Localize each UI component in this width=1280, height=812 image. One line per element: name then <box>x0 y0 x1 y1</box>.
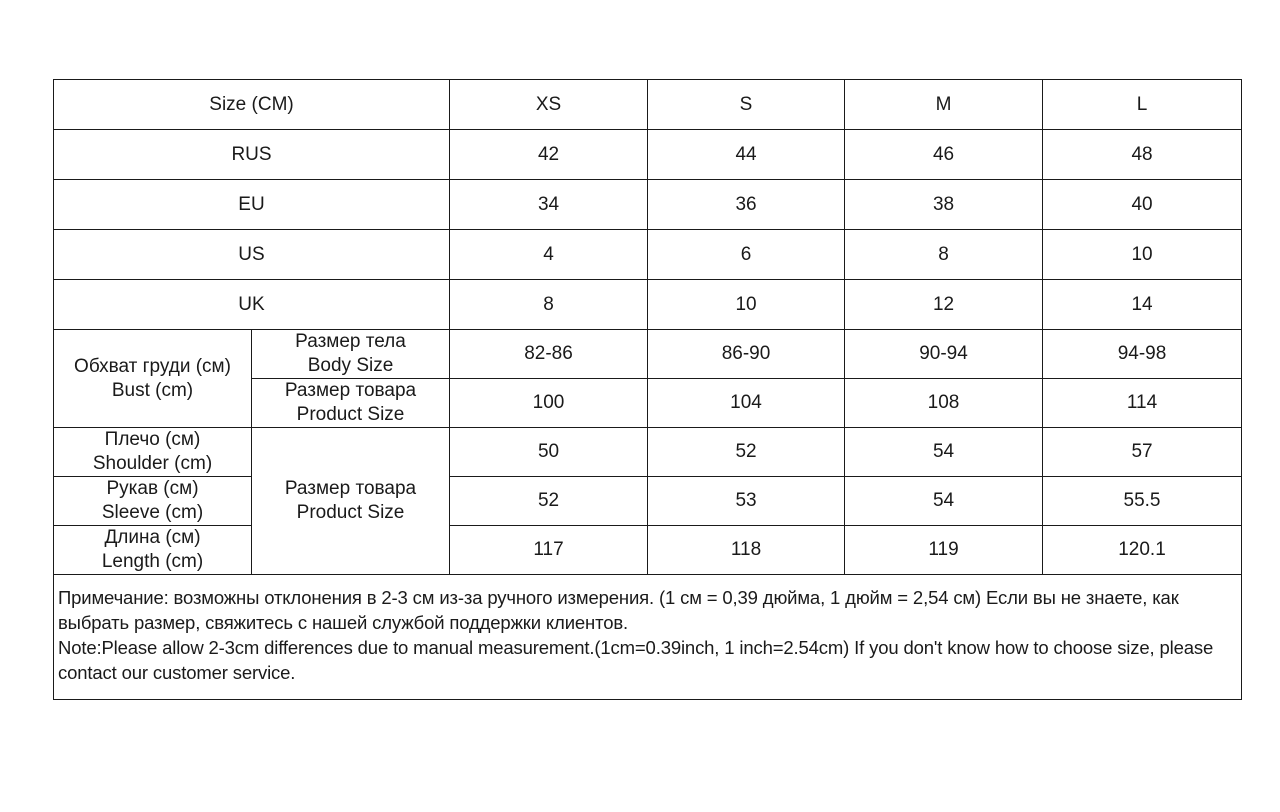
table-cell: 57 <box>1043 428 1242 477</box>
table-cell: 120.1 <box>1043 526 1242 575</box>
table-cell: 55.5 <box>1043 477 1242 526</box>
table-cell: 53 <box>648 477 845 526</box>
table-row-sleeve <box>54 477 1242 526</box>
table-cell: 42 <box>450 130 648 180</box>
garment-product-size-label <box>252 428 450 575</box>
product-size-label <box>252 379 450 428</box>
region-label: US <box>54 230 450 280</box>
length-label-ru: Длина (см) <box>104 527 201 548</box>
length-label-en: Length (cm) <box>101 551 204 572</box>
table-cell: 94-98 <box>1043 330 1242 379</box>
table-row-eu <box>54 180 1242 230</box>
measurement-note <box>54 575 1242 700</box>
table-cell: 8 <box>450 280 648 330</box>
length-label <box>54 526 252 575</box>
size-header-xs: XS <box>450 80 648 130</box>
table-cell: 86-90 <box>648 330 845 379</box>
table-cell: 90-94 <box>845 330 1043 379</box>
size-header-s: S <box>648 80 845 130</box>
table-cell: 38 <box>845 180 1043 230</box>
shoulder-label-en: Shoulder (cm) <box>92 453 213 474</box>
table-cell: 46 <box>845 130 1043 180</box>
garment-product-size-label-ru: Размер товара <box>284 478 417 499</box>
size-chart-table <box>53 79 1242 700</box>
bust-label <box>54 330 252 428</box>
note-russian: Примечание: возможны отклонения в 2-3 см из-за ручного измерения. (1 см = 0,39 дюйма, 1 дюйм = 2,54 см) Если вы не знаете, как выбрать размер, свяжитесь с нашей службой поддержки клиентов. <box>58 587 1179 633</box>
bust-label-ru: Обхват груди (см) <box>74 355 231 377</box>
table-row-uk <box>54 280 1242 330</box>
table-cell: 4 <box>450 230 648 280</box>
table-cell: 40 <box>1043 180 1242 230</box>
table-cell: 36 <box>648 180 845 230</box>
table-cell: 114 <box>1043 379 1242 428</box>
table-cell: 48 <box>1043 130 1242 180</box>
table-cell: 52 <box>450 477 648 526</box>
table-cell: 118 <box>648 526 845 575</box>
table-cell: 10 <box>1043 230 1242 280</box>
table-cell: 50 <box>450 428 648 477</box>
body-size-label <box>252 330 450 379</box>
table-cell: 14 <box>1043 280 1242 330</box>
table-row-us <box>54 230 1242 280</box>
sleeve-label-ru: Рукав (см) <box>106 478 199 499</box>
table-cell: 10 <box>648 280 845 330</box>
region-label: UK <box>54 280 450 330</box>
table-cell: 54 <box>845 477 1043 526</box>
bust-label-en: Bust (cm) <box>111 379 194 401</box>
table-cell: 54 <box>845 428 1043 477</box>
table-cell: 100 <box>450 379 648 428</box>
shoulder-label-ru: Плечо (см) <box>104 429 201 450</box>
region-label: RUS <box>54 130 450 180</box>
sleeve-label-en: Sleeve (cm) <box>101 502 204 523</box>
table-row-shoulder <box>54 428 1242 477</box>
table-cell: 82-86 <box>450 330 648 379</box>
body-size-label-en: Body Size <box>307 355 394 376</box>
table-cell: 44 <box>648 130 845 180</box>
table-cell: 104 <box>648 379 845 428</box>
product-size-label-en: Product Size <box>296 404 405 425</box>
table-cell: 117 <box>450 526 648 575</box>
product-size-label-ru: Размер товара <box>284 380 417 401</box>
header-row <box>54 80 1242 130</box>
body-size-label-ru: Размер тела <box>295 331 406 352</box>
table-row-length <box>54 526 1242 575</box>
size-header-m: M <box>845 80 1043 130</box>
table-cell: 34 <box>450 180 648 230</box>
region-label: EU <box>54 180 450 230</box>
table-cell: 12 <box>845 280 1043 330</box>
size-header-l: L <box>1043 80 1242 130</box>
note-english: Note:Please allow 2-3cm differences due to manual measurement.(1cm=0.39inch, 1 inch=2.54cm) If you don't know how to choose size, please contact our customer service. <box>58 637 1214 683</box>
table-row-bust-body <box>54 330 1242 379</box>
table-cell: 8 <box>845 230 1043 280</box>
size-header-label: Size (CM) <box>54 80 450 130</box>
table-cell: 6 <box>648 230 845 280</box>
table-cell: 52 <box>648 428 845 477</box>
garment-product-size-label-en: Product Size <box>296 502 405 523</box>
table-cell: 119 <box>845 526 1043 575</box>
sleeve-label <box>54 477 252 526</box>
table-row-note <box>54 575 1242 700</box>
table-row-rus <box>54 130 1242 180</box>
table-cell: 108 <box>845 379 1043 428</box>
shoulder-label <box>54 428 252 477</box>
